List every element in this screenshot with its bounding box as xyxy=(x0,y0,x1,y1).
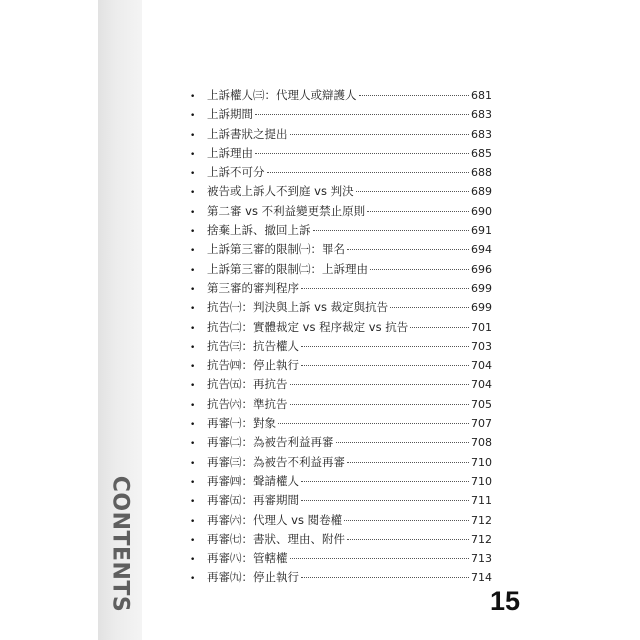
bullet-icon: • xyxy=(190,381,196,392)
bullet-icon: • xyxy=(190,304,196,315)
toc-entry-title: 上訴第三審的限制㈠：罪名 xyxy=(207,242,345,257)
leader-dots xyxy=(301,577,469,578)
leader-dots xyxy=(347,249,469,250)
toc-entry[interactable] xyxy=(190,376,492,395)
toc-entry[interactable] xyxy=(190,183,492,202)
bullet-icon: • xyxy=(190,227,196,238)
leader-dots xyxy=(267,172,470,173)
toc-entry-title: 抗告㈤：再抗告 xyxy=(207,377,288,392)
leader-dots xyxy=(410,327,469,328)
bullet-icon: • xyxy=(190,458,196,469)
toc-entry-page: 707 xyxy=(471,417,492,431)
leader-dots xyxy=(301,288,469,289)
toc-entry-page: 685 xyxy=(471,146,492,160)
toc-entry[interactable] xyxy=(190,415,492,434)
bullet-icon: • xyxy=(190,516,196,527)
toc-entry-page: 713 xyxy=(471,552,492,566)
leader-dots xyxy=(255,114,469,115)
toc-entry-page: 681 xyxy=(471,89,492,102)
toc-entry[interactable] xyxy=(190,164,492,183)
toc-entry-title: 上訴期間 xyxy=(207,107,253,122)
bullet-icon: • xyxy=(190,362,196,373)
toc-entry[interactable] xyxy=(190,512,492,531)
toc-entry[interactable] xyxy=(190,299,492,318)
leader-dots xyxy=(390,307,469,308)
toc-entry-page: 704 xyxy=(471,378,492,392)
toc-entry-title: 第二審 vs 不利益變更禁止原則 xyxy=(207,203,366,218)
toc-entry-page: 683 xyxy=(471,127,492,141)
leader-dots xyxy=(336,442,470,443)
bullet-icon: • xyxy=(190,188,196,199)
toc-entry[interactable] xyxy=(190,492,492,511)
leader-dots xyxy=(367,211,469,212)
toc-entry-page: 688 xyxy=(471,166,492,180)
toc-entry-page: 711 xyxy=(471,494,492,508)
leader-dots xyxy=(347,462,469,463)
toc-entry-title: 再審㈠：對象 xyxy=(207,416,276,431)
toc-entry-title: 再審㈡：為被告利益再審 xyxy=(207,435,334,450)
toc-entry-page: 683 xyxy=(471,108,492,122)
toc-entry[interactable] xyxy=(190,569,492,588)
leader-dots xyxy=(255,153,469,154)
contents-label: CONTENTS xyxy=(107,475,133,613)
bullet-icon: • xyxy=(190,130,196,141)
toc-entry[interactable] xyxy=(190,261,492,280)
bullet-icon: • xyxy=(190,400,196,411)
leader-dots xyxy=(313,230,470,231)
toc-entry[interactable] xyxy=(190,87,492,106)
leader-dots xyxy=(290,384,470,385)
leader-dots xyxy=(344,520,469,521)
leader-dots xyxy=(301,346,469,347)
toc-entry-title: 再審㈧：管轄權 xyxy=(207,551,288,566)
bullet-icon: • xyxy=(190,439,196,450)
toc-entry-page: 710 xyxy=(471,455,492,469)
toc-entry-title: 上訴不可分 xyxy=(207,165,265,180)
leader-dots xyxy=(359,95,470,96)
bullet-icon: • xyxy=(190,342,196,353)
toc-entry-page: 690 xyxy=(471,204,492,218)
leader-dots xyxy=(290,558,470,559)
toc-entry[interactable] xyxy=(190,106,492,125)
bullet-icon: • xyxy=(190,149,196,160)
leader-dots xyxy=(301,365,469,366)
toc-entry-title: 抗告㈥：準抗告 xyxy=(207,396,288,411)
leader-dots xyxy=(290,404,470,405)
toc-entry-page: 704 xyxy=(471,359,492,373)
page-number: 15 xyxy=(490,586,521,616)
toc-entry-title: 抗告㈡：實體裁定 vs 程序裁定 vs 抗告 xyxy=(207,319,409,334)
toc-entry[interactable] xyxy=(190,473,492,492)
toc-entry-page: 699 xyxy=(471,281,492,295)
toc-entry-page: 689 xyxy=(471,185,492,199)
toc-entry[interactable] xyxy=(190,454,492,473)
toc-entry[interactable] xyxy=(190,203,492,222)
toc-entry-title: 再審㈤：再審期間 xyxy=(207,493,299,508)
bullet-icon: • xyxy=(190,497,196,508)
toc-entry[interactable] xyxy=(190,222,492,241)
toc-entry[interactable] xyxy=(190,434,492,453)
toc-entry-page: 694 xyxy=(471,243,492,257)
toc-entry-title: 再審㈨：停止執行 xyxy=(207,570,299,585)
table-of-contents xyxy=(190,87,492,589)
toc-entry-title: 再審㈢：為被告不利益再審 xyxy=(207,454,345,469)
bullet-icon: • xyxy=(190,535,196,546)
toc-entry[interactable] xyxy=(190,241,492,260)
toc-entry-title: 再審㈣：聲請權人 xyxy=(207,473,299,488)
toc-entry-page: 703 xyxy=(471,339,492,353)
toc-entry-title: 再審㈦：書狀、理由、附件 xyxy=(207,531,345,546)
bullet-icon: • xyxy=(190,111,196,122)
toc-entry[interactable] xyxy=(190,357,492,376)
bullet-icon: • xyxy=(190,477,196,488)
toc-entry-title: 再審㈥：代理人 vs 閱卷權 xyxy=(207,512,343,527)
leader-dots xyxy=(290,134,470,135)
toc-entry-title: 抗告㈣：停止執行 xyxy=(207,358,299,373)
bullet-icon: • xyxy=(190,169,196,180)
toc-entry[interactable] xyxy=(190,396,492,415)
toc-entry-title: 被告或上訴人不到庭 vs 判決 xyxy=(207,184,354,199)
bullet-icon: • xyxy=(190,246,196,257)
bullet-icon: • xyxy=(190,284,196,295)
toc-entry[interactable] xyxy=(190,531,492,550)
toc-entry-page: 696 xyxy=(471,262,492,276)
toc-entry[interactable] xyxy=(190,550,492,569)
toc-entry-title: 抗告㈢：抗告權人 xyxy=(207,338,299,353)
toc-entry-title: 第三審的審判程序 xyxy=(207,280,299,295)
toc-entry-title: 上訴權人㈢：代理人或辯護人 xyxy=(207,88,357,102)
bullet-icon: • xyxy=(190,323,196,334)
toc-entry[interactable] xyxy=(190,319,492,338)
toc-entry-page: 708 xyxy=(471,436,492,450)
leader-dots xyxy=(370,269,469,270)
leader-dots xyxy=(347,539,469,540)
bullet-icon: • xyxy=(190,574,196,585)
toc-entry[interactable] xyxy=(190,126,492,145)
toc-entry[interactable] xyxy=(190,145,492,164)
leader-dots xyxy=(301,481,469,482)
toc-entry-page: 705 xyxy=(471,397,492,411)
toc-entry-title: 上訴第三審的限制㈡：上訴理由 xyxy=(207,261,368,276)
toc-entry-title: 上訴書狀之提出 xyxy=(207,126,288,141)
bullet-icon: • xyxy=(190,555,196,566)
toc-entry-page: 712 xyxy=(471,513,492,527)
toc-entry[interactable] xyxy=(190,338,492,357)
leader-dots xyxy=(278,423,469,424)
toc-entry-page: 714 xyxy=(471,571,492,585)
leader-dots xyxy=(301,500,469,501)
bullet-icon: • xyxy=(190,92,196,102)
toc-entry[interactable] xyxy=(190,280,492,299)
bullet-icon: • xyxy=(190,420,196,431)
toc-entry-page: 699 xyxy=(471,301,492,315)
toc-entry-page: 701 xyxy=(471,320,492,334)
toc-entry-title: 上訴理由 xyxy=(207,145,253,160)
toc-entry-page: 691 xyxy=(471,224,492,238)
toc-entry-title: 捨棄上訴、撤回上訴 xyxy=(207,223,311,238)
bullet-icon: • xyxy=(190,265,196,276)
toc-entry-page: 712 xyxy=(471,532,492,546)
leader-dots xyxy=(356,191,469,192)
toc-entry-title: 抗告㈠：判決與上訴 vs 裁定與抗告 xyxy=(207,300,389,315)
toc-entry-page: 710 xyxy=(471,474,492,488)
bullet-icon: • xyxy=(190,207,196,218)
